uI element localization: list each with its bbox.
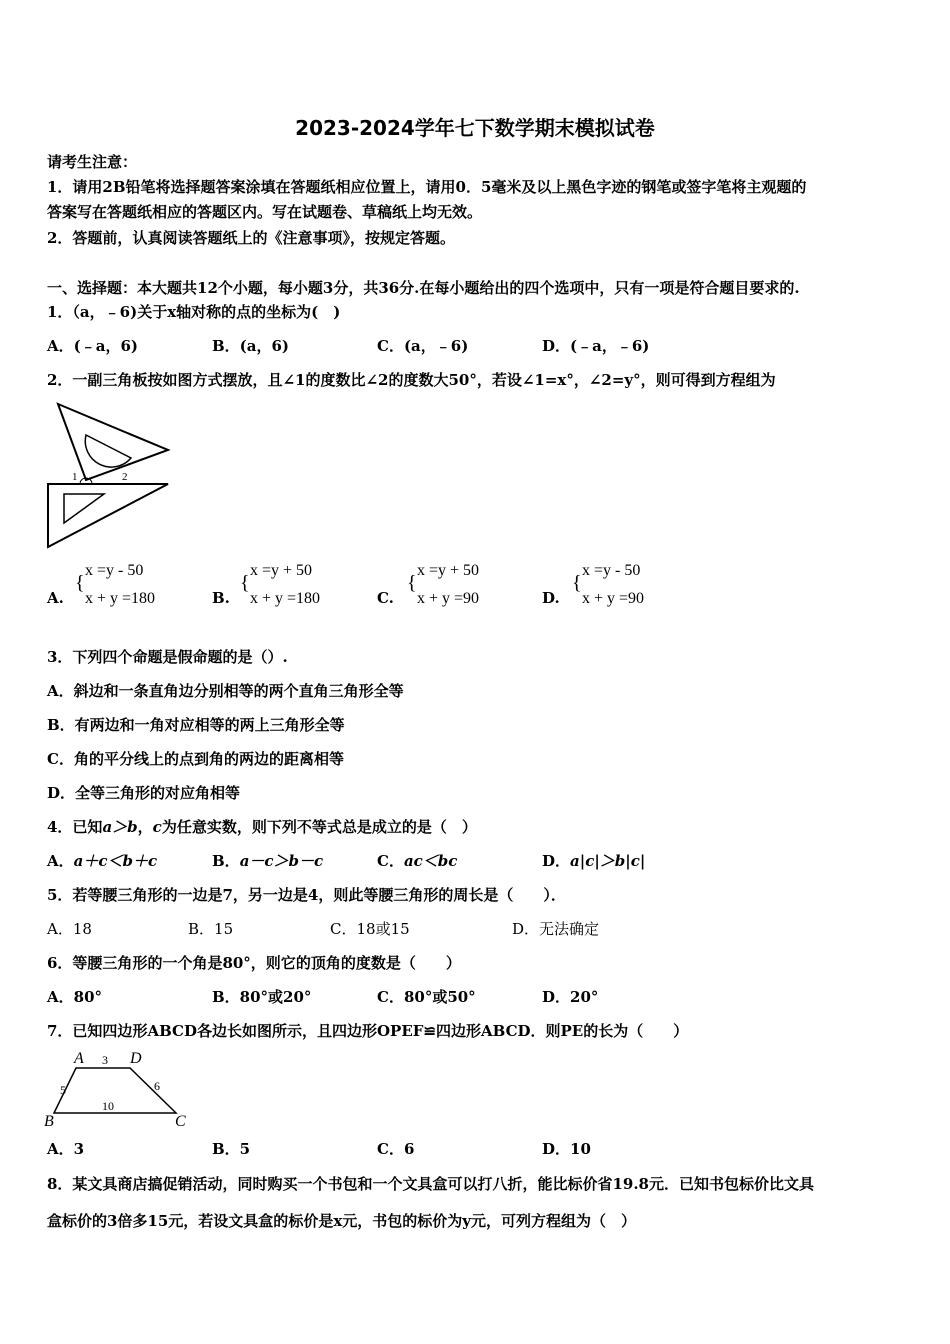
q5-stem: 5．若等腰三角形的一边是7，另一边是4，则此等腰三角形的周长是（ ）． xyxy=(47,886,566,904)
q2-d-eq2: x + y =90 xyxy=(582,590,645,607)
notice-line-1b: 答案写在答题纸相应的答题区内。写在试题卷、草稿纸上均无效。 xyxy=(47,203,483,221)
vertex-b-label: B xyxy=(44,1113,54,1130)
q4-b-math: a－c＞b－c xyxy=(239,852,324,870)
q6-option-a: A．80° xyxy=(47,988,103,1006)
q4-option-b xyxy=(212,851,323,871)
q4-stem-pre: 4．已知 xyxy=(47,818,103,836)
q2-c-eq1: x =y + 50 xyxy=(417,562,480,579)
side-ab-length: 5 xyxy=(60,1083,66,1097)
q4-stem-mid: ， xyxy=(137,818,153,836)
q4-c-math: ac＜bc xyxy=(403,852,458,870)
q7-option-a: A．3 xyxy=(47,1140,85,1158)
brace-icon: { xyxy=(240,572,250,594)
q6-option-d: D．20° xyxy=(542,988,599,1006)
q2-a-eq2: x + y =180 xyxy=(85,590,156,607)
brace-icon: { xyxy=(572,572,582,594)
q7-stem: 7．已知四边形ABCD各边长如图所示，且四边形OPEF≌四边形ABCD．则PE的长为（ ） xyxy=(47,1022,689,1040)
q3-stem: 3．下列四个命题是假命题的是（）. xyxy=(47,648,288,666)
upper-triangle xyxy=(58,404,168,480)
q1-option-b: B．(a，6) xyxy=(212,337,290,355)
q2-stem: 2．一副三角板按如图方式摆放，且∠1的度数比∠2的度数大50°，若设∠1=x°，∠2=y°，则可得到方程组为 xyxy=(47,371,776,389)
q1-option-d: D．(﹣a，﹣6) xyxy=(542,337,650,355)
q5-option-c: C．18或15 xyxy=(330,920,410,938)
side-ad-length: 3 xyxy=(102,1053,108,1067)
q4-stem-math-2: c xyxy=(152,818,162,836)
brace-icon: { xyxy=(75,572,85,594)
q3-option-c: C．角的平分线上的点到角的两边的距离相等 xyxy=(47,750,344,768)
q6-option-b: B．80°或20° xyxy=(212,988,312,1006)
q2-b-eq1: x =y + 50 xyxy=(250,562,313,579)
side-dc-length: 6 xyxy=(154,1079,160,1093)
q4-option-d xyxy=(542,851,645,871)
q5-option-a: A．18 xyxy=(47,920,92,938)
q4-b-label: B． xyxy=(212,852,240,870)
q7-option-d: D．10 xyxy=(542,1140,591,1158)
q6-option-c: C．80°或50° xyxy=(377,988,476,1006)
side-bc-length: 10 xyxy=(102,1099,114,1113)
q1-stem: 1．（a，﹣6)关于x轴对称的点的坐标为( ) xyxy=(47,303,341,321)
angle-label-2: 2 xyxy=(122,471,128,483)
upper-protractor-hole xyxy=(85,435,131,467)
notice-line-2: 2．答题前，认真阅读答题纸上的《注意事项》，按规定答题。 xyxy=(47,229,455,247)
angle-label-1: 1 xyxy=(72,471,78,483)
section-heading: 一、选择题：本大题共12个小题，每小题3分，共36分.在每小题给出的四个选项中，只有一项是符合题目要求的. xyxy=(47,279,800,297)
q2-b-eq2: x + y =180 xyxy=(250,590,321,607)
notice-line-1: 1．请用2B铅笔将选择题答案涂填在答题纸相应位置上，请用0．5毫米及以上黑色字迹的钢笔或签字笔将主观题的 xyxy=(47,178,807,196)
set-square-figure xyxy=(44,400,174,552)
q4-stem-math-1: a＞b xyxy=(102,818,138,836)
q1-option-a: A．(﹣a，6) xyxy=(47,337,138,355)
vertex-c-label: C xyxy=(175,1113,186,1130)
q3-option-b: B．有两边和一角对应相等的两上三角形全等 xyxy=(47,716,345,734)
page-title: 2023-2024学年七下数学期末模拟试卷 xyxy=(295,116,655,140)
q2-d-eq1: x =y - 50 xyxy=(582,562,641,579)
q4-option-c xyxy=(377,851,457,871)
q2-c-eq2: x + y =90 xyxy=(417,590,480,607)
q4-c-label: C． xyxy=(377,852,404,870)
q5-option-d: D．无法确定 xyxy=(512,920,600,938)
q4-option-a xyxy=(47,851,157,871)
lower-inner-cutout xyxy=(64,494,104,523)
q4-d-math: a|c|＞b|c| xyxy=(570,852,646,870)
q4-stem xyxy=(47,817,477,837)
q2-option-d-label: D. xyxy=(542,589,560,607)
q2-a-eq1: x =y - 50 xyxy=(85,562,144,579)
q1-option-c: C．(a，﹣6) xyxy=(377,337,469,355)
q5-option-b: B．15 xyxy=(188,920,234,938)
q2-option-b-label: B. xyxy=(212,589,230,607)
brace-icon: { xyxy=(407,572,417,594)
q6-stem: 6．等腰三角形的一个角是80°，则它的顶角的度数是（ ） xyxy=(47,954,461,972)
q3-option-d: D．全等三角形的对应角相等 xyxy=(47,784,241,802)
q7-option-b: B．5 xyxy=(212,1140,251,1158)
q7-option-c: C．6 xyxy=(377,1140,415,1158)
q4-d-label: D． xyxy=(542,852,571,870)
q4-a-label: A． xyxy=(47,852,74,870)
q8-line-2: 盒标价的3倍多15元，若设文具盒的标价是x元，书包的标价为y元，可列方程组为（ ） xyxy=(47,1212,636,1230)
q4-stem-post: 为任意实数，则下列不等式总是成立的是（ ） xyxy=(161,818,477,836)
q2-option-c-label: C. xyxy=(377,589,394,607)
q2-option-a-label: A. xyxy=(47,589,64,607)
quadrilateral-figure xyxy=(42,1046,202,1132)
q8-line-1: 8．某文具商店搞促销活动，同时购买一个书包和一个文具盒可以打八折，能比标价省19.8元．已知书包标价比文具 xyxy=(47,1175,814,1193)
notice-heading: 请考生注意： xyxy=(47,153,138,171)
vertex-d-label: D xyxy=(130,1050,142,1067)
vertex-a-label: A xyxy=(74,1050,84,1067)
q4-a-math: a＋c＜b＋c xyxy=(73,852,158,870)
q3-option-a: A．斜边和一条直角边分别相等的两个直角三角形全等 xyxy=(47,682,404,700)
